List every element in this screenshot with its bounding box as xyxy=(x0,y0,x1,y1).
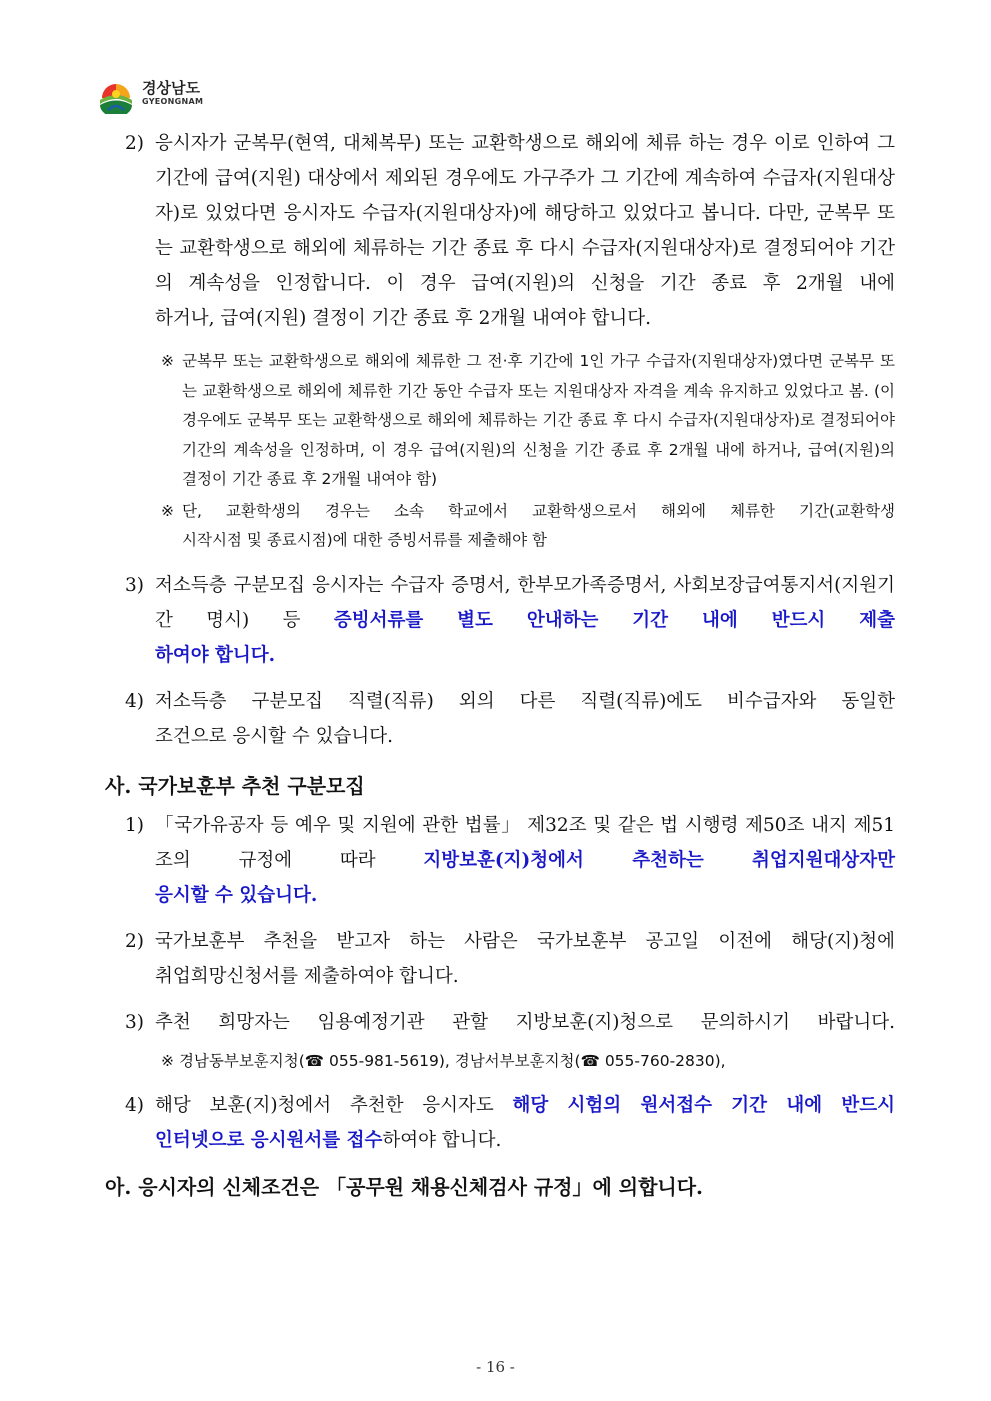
west-office-number: 055-760-2830), xyxy=(599,1051,726,1070)
item-text-tail: 하여야 합니다. xyxy=(382,1129,502,1151)
list-item xyxy=(105,684,895,754)
item-text: 「국가유공자 등 예우 및 지원에 관한 법률」 제32조 및 같은 법 시행령 제50조 내지 제51조의 규정에 따라 xyxy=(155,814,895,871)
document-body xyxy=(105,126,895,1209)
note xyxy=(105,497,895,556)
note-text: 군복무 또는 교환학생으로 해외에 체류한 그 전·후 기간에 1인 가구 수급자(지원대상자)였다면 군복무 또는 교환학생으로 해외에 체류한 기간 동안 수급자 또는 지원대상자 자격을 계속 유지하고 있었다고 봄. (이 경우에도 군복무 또는 교환학생으로 해외에 체류하는 기간 종료 후 다시 수급자(지원대상자)로 결정되어야 기간의 계속성을 인정하며, 이 경우 급여(지원)의 신청을 기간 종료 후 2개월 내에 하거나, 급여(지원)의 xyxy=(182,352,895,459)
west-office-label: 경남서부보훈지청( xyxy=(454,1051,581,1070)
item-text: 국가보훈부 추천을 받고자 하는 사람은 국가보훈부 공고일 이전에 해당(지)청에 xyxy=(155,930,895,952)
phone-icon: ☎ xyxy=(580,1051,600,1070)
item-number: 4) xyxy=(125,1094,144,1116)
item-text-last-line: 하거나, 급여(지원) 결정이 기간 종료 후 2개월 내여야 합니다. xyxy=(155,308,652,329)
list-item xyxy=(105,568,895,673)
section-heading: 사. 국가보훈부 추천 구분모집 xyxy=(105,773,365,798)
item-text-last-line: 취업희망신청서를 제출하여야 합니다. xyxy=(155,965,459,987)
list-item xyxy=(105,924,895,994)
item-number: 3) xyxy=(125,574,144,596)
phone-icon: ☎ xyxy=(304,1051,325,1070)
item-text: 저소득층 구분모집 직렬(직류) 외의 다른 직렬(직류)에도 비수급자와 동일한 xyxy=(155,690,895,712)
highlight-text: 증빙서류를 별도 안내하는 기간 내에 반드시 제출 xyxy=(333,609,895,631)
note-text: 단, 교환학생의 경우는 소속 학교에서 교환학생으로서 해외에 체류한 기간(교환학생 xyxy=(182,501,895,520)
item-text: 저소득층 구분모집 응시자는 수급자 증명서, 한부모가족증명서, 사회보장급여통지서(지원기간 명시) 등 xyxy=(155,574,895,631)
item-text: 해당 보훈(지)청에서 추천한 응시자도 xyxy=(155,1094,513,1116)
list-item xyxy=(105,808,895,913)
reference-mark: ※ xyxy=(161,352,174,370)
logo-english-name: GYEONGNAM xyxy=(142,96,204,106)
item-text: 추천 희망자는 임용예정기관 관할 지방보훈(지)청으로 문의하시기 바랍니다. xyxy=(155,1011,895,1033)
east-office-label: 경남동부보훈지청( xyxy=(178,1051,305,1070)
logo-korean-name: 경상남도 xyxy=(142,78,200,97)
item-number: 1) xyxy=(125,814,144,836)
item-number: 2) xyxy=(125,930,144,952)
page-number: - 16 - xyxy=(476,1358,515,1376)
list-item xyxy=(105,1088,895,1158)
item-text-last-line: 조건으로 응시할 수 있습니다. xyxy=(155,725,393,747)
note-text-last-line: 결정이 기간 종료 후 2개월 내여야 함) xyxy=(182,470,438,488)
reference-mark: ※ xyxy=(161,501,174,520)
highlight-text-last-line: 하여야 합니다. xyxy=(155,644,276,666)
highlight-text: 지방보훈(지)청에서 추천하는 취업지원대상자만 xyxy=(423,849,895,871)
note xyxy=(105,347,895,495)
highlight-text-last-line: 응시할 수 있습니다. xyxy=(155,884,318,906)
highlight-text: 해당 시험의 원서접수 기간 내에 반드시 xyxy=(512,1094,895,1116)
contact-note xyxy=(105,1046,895,1076)
item-number: 2) xyxy=(125,133,144,154)
list-item xyxy=(105,1005,895,1040)
reference-mark: ※ xyxy=(161,1051,174,1070)
gyeongnam-emblem-icon xyxy=(96,72,136,114)
item-number: 4) xyxy=(125,690,144,712)
section-heading: 아. 응시자의 신체조건은 「공무원 채용신체검사 규정」에 의합니다. xyxy=(105,1174,704,1199)
highlight-text: 인터넷으로 응시원서를 접수 xyxy=(155,1129,383,1151)
item-number: 3) xyxy=(125,1011,144,1033)
list-item xyxy=(105,126,895,336)
east-office-number: 055-981-5619), xyxy=(324,1051,455,1070)
item-text: 응시자가 군복무(현역, 대체복무) 또는 교환학생으로 해외에 체류 하는 경우 이로 인하여 그 기간에 급여(지원) 대상에서 제외된 경우에도 가구주가 그 기간에 계속하여 수급자(지원대상자)로 있었다면 응시자도 수급자(지원대상자)에 해당하고 있었다고 봅니다. 다만, 군복무 또는 교환학생으로 해외에 체류하는 기간 종료 후 다시 수급자(지원대상자)로 결정되어야 기간의 계속성을 인정합니다. 이 경우 급여(지원)의 신청을 기간 종료 후 2개월 내에 xyxy=(155,133,895,294)
note-text-last-line: 시작시점 및 종료시점)에 대한 증빙서류를 제출해야 함 xyxy=(182,531,548,549)
gyeongnam-logo xyxy=(96,72,203,114)
